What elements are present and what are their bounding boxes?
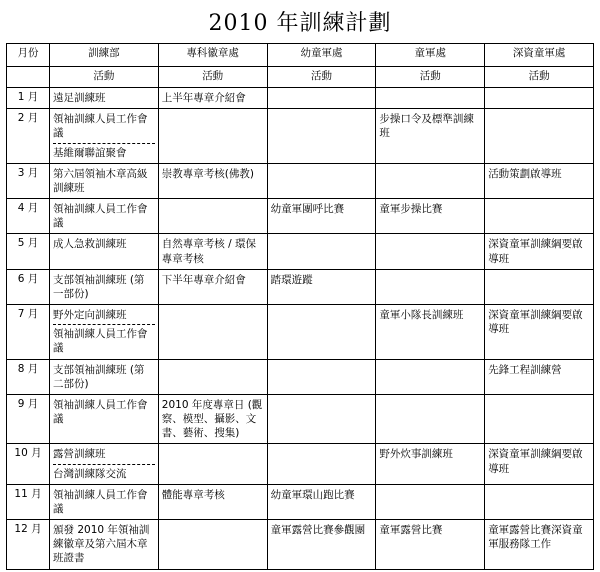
activity-item: 童軍露營比賽深資童軍服務隊工作 <box>488 524 583 551</box>
cell-venture-scout-office <box>485 234 594 269</box>
cell-scout-office <box>376 484 485 519</box>
table-header-row <box>7 44 594 67</box>
header-cell-cub: 幼童軍處 <box>267 44 376 67</box>
activity-item: 領袖訓練人員工作會議 <box>53 488 148 515</box>
activity-item: 基維爾聯誼聚會 <box>53 143 155 161</box>
activity-item: 步操口令及標準訓練班 <box>379 113 474 140</box>
month-cell: 7 月 <box>7 305 50 360</box>
subheader-cell-venture: 活動 <box>485 67 594 88</box>
activity-item: 野外定向訓練班 <box>53 309 127 322</box>
activity-item: 領袖訓練人員工作會議 <box>53 203 148 230</box>
activity-item: 童軍露營比賽 <box>379 524 443 537</box>
subheader-cell-scout: 活動 <box>376 67 485 88</box>
activity-item: 領袖訓練人員工作會議 <box>53 398 148 426</box>
activity-item: 露營訓練班 <box>53 448 106 461</box>
table-row <box>7 163 594 198</box>
cell-cub-scout-office <box>267 163 376 198</box>
activity-item: 幼童軍環山跑比賽 <box>270 488 355 501</box>
cell-venture-scout-office <box>485 109 594 164</box>
activity-item: 活動策劃啟導班 <box>488 167 562 180</box>
cell-scout-office <box>376 163 485 198</box>
cell-cub-scout-office <box>267 394 376 444</box>
table-row <box>7 88 594 109</box>
activity-item: 台灣訓練隊交流 <box>53 464 155 482</box>
month-cell: 6 月 <box>7 269 50 304</box>
month-cell: 8 月 <box>7 359 50 394</box>
annual-training-plan-table <box>6 43 594 570</box>
activity-item: 領袖訓練人員工作會議 <box>53 113 148 140</box>
cell-scout-office <box>376 234 485 269</box>
table-row <box>7 109 594 164</box>
cell-scout-office <box>376 199 485 234</box>
cell-scout-office <box>376 305 485 360</box>
activity-item: 自然專章考核 / 環保專章考核 <box>161 238 257 265</box>
activity-item: 第六屆領袖木章高級訓練班 <box>53 167 148 194</box>
subheader-cell-blank <box>7 67 50 88</box>
cell-training-dept <box>50 234 159 269</box>
cell-cub-scout-office <box>267 444 376 484</box>
header-cell-venture: 深資童軍處 <box>485 44 594 67</box>
activity-item: 童軍步操比賽 <box>379 203 443 216</box>
header-cell-month: 月份 <box>7 44 50 67</box>
table-row <box>7 269 594 304</box>
cell-badge-office <box>158 163 267 198</box>
activity-item: 深資童軍訓練綱要啟導班 <box>488 309 583 336</box>
page-title: 2010 年訓練計劃 <box>208 11 392 36</box>
table-row <box>7 444 594 484</box>
month-cell: 12 月 <box>7 520 50 570</box>
cell-venture-scout-office <box>485 394 594 444</box>
header-cell-scout: 童軍處 <box>376 44 485 67</box>
cell-badge-office <box>158 109 267 164</box>
cell-venture-scout-office <box>485 520 594 570</box>
cell-badge-office <box>158 394 267 444</box>
subheader-cell-badge: 活動 <box>158 67 267 88</box>
activity-item: 領袖訓練人員工作會議 <box>53 324 155 356</box>
activity-item: 支部領袖訓練班 (第一部份) <box>53 273 145 300</box>
cell-scout-office <box>376 394 485 444</box>
month-cell: 9 月 <box>7 394 50 444</box>
activity-item: 深資童軍訓練綱要啟導班 <box>488 238 583 265</box>
cell-cub-scout-office <box>267 234 376 269</box>
cell-venture-scout-office <box>485 305 594 360</box>
table-row <box>7 199 594 234</box>
table-body <box>7 44 594 570</box>
header-cell-training: 訓練部 <box>50 44 159 67</box>
month-cell: 11 月 <box>7 484 50 519</box>
month-cell: 1 月 <box>7 88 50 109</box>
cell-training-dept <box>50 109 159 164</box>
cell-cub-scout-office <box>267 109 376 164</box>
cell-training-dept <box>50 520 159 570</box>
subheader-cell-cub: 活動 <box>267 67 376 88</box>
cell-venture-scout-office <box>485 444 594 484</box>
activity-item: 2010 年度專章日 (觀察、模型、攝影、文書、藝術、搜集) <box>161 398 263 440</box>
cell-badge-office <box>158 199 267 234</box>
month-cell: 3 月 <box>7 163 50 198</box>
cell-scout-office <box>376 88 485 109</box>
cell-cub-scout-office <box>267 88 376 109</box>
cell-scout-office <box>376 269 485 304</box>
cell-scout-office <box>376 109 485 164</box>
month-cell: 4 月 <box>7 199 50 234</box>
cell-training-dept <box>50 163 159 198</box>
cell-cub-scout-office <box>267 484 376 519</box>
table-row <box>7 234 594 269</box>
activity-item: 先鋒工程訓練營 <box>488 363 562 376</box>
table-subheader-row <box>7 67 594 88</box>
cell-venture-scout-office <box>485 359 594 394</box>
cell-scout-office <box>376 359 485 394</box>
cell-venture-scout-office <box>485 163 594 198</box>
activity-item: 童軍露營比賽參觀團 <box>270 524 366 537</box>
cell-scout-office <box>376 444 485 484</box>
cell-cub-scout-office <box>267 269 376 304</box>
subheader-cell-training: 活動 <box>50 67 159 88</box>
activity-item: 成人急救訓練班 <box>53 238 127 251</box>
activity-item: 體能專章考核 <box>161 488 225 501</box>
cell-training-dept <box>50 269 159 304</box>
cell-cub-scout-office <box>267 305 376 360</box>
table-row <box>7 394 594 444</box>
activity-item: 支部領袖訓練班 (第二部份) <box>53 363 145 390</box>
cell-badge-office <box>158 484 267 519</box>
cell-venture-scout-office <box>485 484 594 519</box>
cell-training-dept <box>50 484 159 519</box>
activity-item: 頒發 2010 年領袖訓練徽章及第六屆木章班證書 <box>53 524 150 565</box>
activity-item: 野外炊事訓練班 <box>379 448 453 461</box>
activity-item: 深資童軍訓練綱要啟導班 <box>488 448 583 475</box>
cell-badge-office <box>158 444 267 484</box>
month-cell: 2 月 <box>7 109 50 164</box>
cell-training-dept <box>50 394 159 444</box>
table-row <box>7 484 594 519</box>
cell-venture-scout-office <box>485 269 594 304</box>
cell-badge-office <box>158 520 267 570</box>
activity-item: 上半年專章介紹會 <box>161 92 246 104</box>
cell-badge-office <box>158 305 267 360</box>
month-cell: 10 月 <box>7 444 50 484</box>
activity-item: 童軍小隊長訓練班 <box>379 309 464 322</box>
cell-training-dept <box>50 359 159 394</box>
cell-badge-office <box>158 88 267 109</box>
cell-training-dept <box>50 88 159 109</box>
cell-badge-office <box>158 234 267 269</box>
cell-training-dept <box>50 199 159 234</box>
table-row <box>7 305 594 360</box>
activity-item: 幼童軍團呼比賽 <box>270 203 345 216</box>
activity-item: 下半年專章介紹會 <box>161 273 246 286</box>
cell-training-dept <box>50 444 159 484</box>
cell-badge-office <box>158 359 267 394</box>
cell-venture-scout-office <box>485 199 594 234</box>
month-cell: 5 月 <box>7 234 50 269</box>
cell-cub-scout-office <box>267 520 376 570</box>
table-row <box>7 359 594 394</box>
activity-item: 遠足訓練班 <box>53 92 106 104</box>
activity-item: 崇教專章考核(佛教) <box>161 167 254 180</box>
cell-training-dept <box>50 305 159 360</box>
cell-cub-scout-office <box>267 359 376 394</box>
cell-scout-office <box>376 520 485 570</box>
cell-badge-office <box>158 269 267 304</box>
header-cell-badge: 專科徽章處 <box>158 44 267 67</box>
cell-cub-scout-office <box>267 199 376 234</box>
table-row <box>7 520 594 570</box>
activity-item: 踏環遊蹤 <box>270 273 313 286</box>
cell-venture-scout-office <box>485 88 594 109</box>
